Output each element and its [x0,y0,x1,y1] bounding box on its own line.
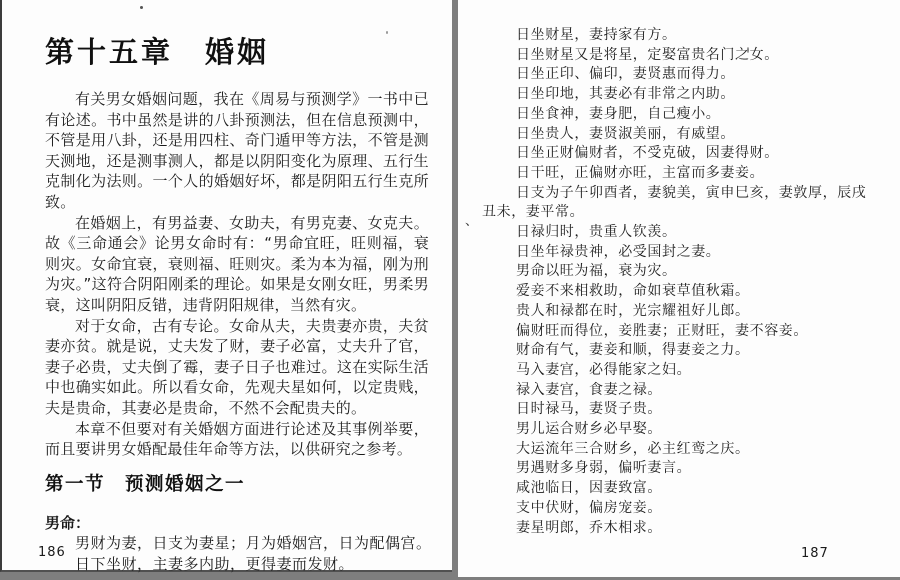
text-line: 支中伏财，偏房宠妾。 [516,499,662,516]
text-line: 日时禄马，妻贤子贵。 [516,401,662,418]
section-heading: 第一节 预测婚姻之一 [45,473,246,495]
text-line: 日坐正财偏财者，不受克破，因妻得财。 [516,145,779,162]
verse-lines [45,533,432,576]
left-page-content [45,30,432,576]
scan-speck [140,6,143,9]
text-line: 日坐印地，其妻必有非常之内助。 [516,86,735,103]
text-line: 偏财旺而得位，妾胜妻；正财旺，妻不容妾。 [516,322,808,339]
text-line: 男儿运合财乡必早娶。 [516,421,662,438]
chapter-title: 第十五章 婚姻 [45,35,270,69]
text-line: 男财为妻，日支为妻星；月为婚姻宫，日为配偶宫。 [75,533,432,552]
chapter-paragraphs [45,89,429,460]
text-line: 日坐食神，妻身肥，自己瘦小。 [516,105,721,122]
text-line: 咸池临日，因妻致富。 [516,480,662,497]
text-line: 爱妾不来相救助，命如衰草值秋霜。 [516,283,750,300]
paragraph: 对于女命，古有专论。女命从夫，夫贵妻亦贵，夫贫妻亦贫。就是说，丈夫发了财，妻子必富，丈夫升了官，妻子必贵，丈夫倒了霉，妻子日子也难过。这在实际生活中也确实如此。所以看女命，先观夫星如何，以定贵贱，夫是贵命，其妻必是贵命，不然不会配贵夫的。 [45,316,429,417]
text-line: 日禄归时，贵重人钦羡。 [516,224,677,241]
text-line: 日干旺，正偏财亦旺，主富而多妻妾。 [516,164,765,181]
text-line: 妻星明郎，乔木相求。 [516,519,662,536]
text-line: 日坐正印、偏印，妻贤惠而得力。 [516,66,735,83]
subheading-male-destiny: 男命： [45,513,91,532]
book-page-left [0,0,452,572]
page-number-left: 186 [38,545,66,560]
text-line: 日支为子午卯酉者，妻貌美，寅申巳亥，妻敦厚，辰戌 [516,184,867,201]
right-page-content [458,26,900,538]
text-line: 日坐财星，妻持家有方。 [516,27,677,43]
text-line: 男遇财多身弱，偏听妻言。 [516,460,692,477]
paragraph: 本章不但要对有关婚姻方面进行论述及其事例举要，而且要讲男女婚配最佳年命等方法，以供研究之参考。 [45,419,429,459]
page-number-right: 187 [801,546,829,561]
text-line: 日坐财星又是将星，定娶富贵名门之女。 [516,46,779,63]
text-line: 日坐贵人，妻贤淑美丽，有威望。 [516,125,735,142]
text-line: 日坐年禄贵神，必受国封之妻。 [516,243,721,260]
text-line: 马入妻宫，必得能家之妇。 [516,361,692,378]
paragraph: 在婚姻上，有男益妻、女助夫，有男克妻、女克夫。故《三命通会》论男女命时有：“男命宜旺，旺则福，衰则灾。女命宜衰，衰则福、旺则灾。柔为本为福，刚为刑为灾。”这符合阴阳刚柔的理论。如果是女刚女旺，男柔男衰，这叫阴阳反错，违背阴阳规律，当然有灾。 [45,213,429,314]
book-page-right [458,0,900,577]
text-line: 贵人和禄都在时，光宗耀祖好儿郎。 [516,302,750,319]
text-line: 财命有气，妻妾和顺，得妻妾之力。 [516,342,750,359]
margin-mark: 、 [465,214,479,229]
text-line: 日下坐财，主妻多内助，更得妻而发财。 [75,555,355,574]
paragraph: 有关男女婚姻问题，我在《周易与预测学》一书中已有论述。书中虽然是讲的八卦预测法，但在信息预测中，不管是用八卦，还是用四柱、奇门遁甲等方法，不管是测天测地，还是测事测人，都是以阴阳变化为原理、五行生克制化为法则。一个人的婚姻好坏，都是阴阳五行生克所致。 [45,90,429,211]
text-line: 大运流年三合财乡，必主红鸾之庆。 [516,440,750,457]
text-line: 禄入妻宫，食妻之禄。 [516,381,662,398]
text-line: 丑未，妻平常。 [482,204,585,221]
text-line: 男命以旺为福，衰为灾。 [516,263,677,280]
